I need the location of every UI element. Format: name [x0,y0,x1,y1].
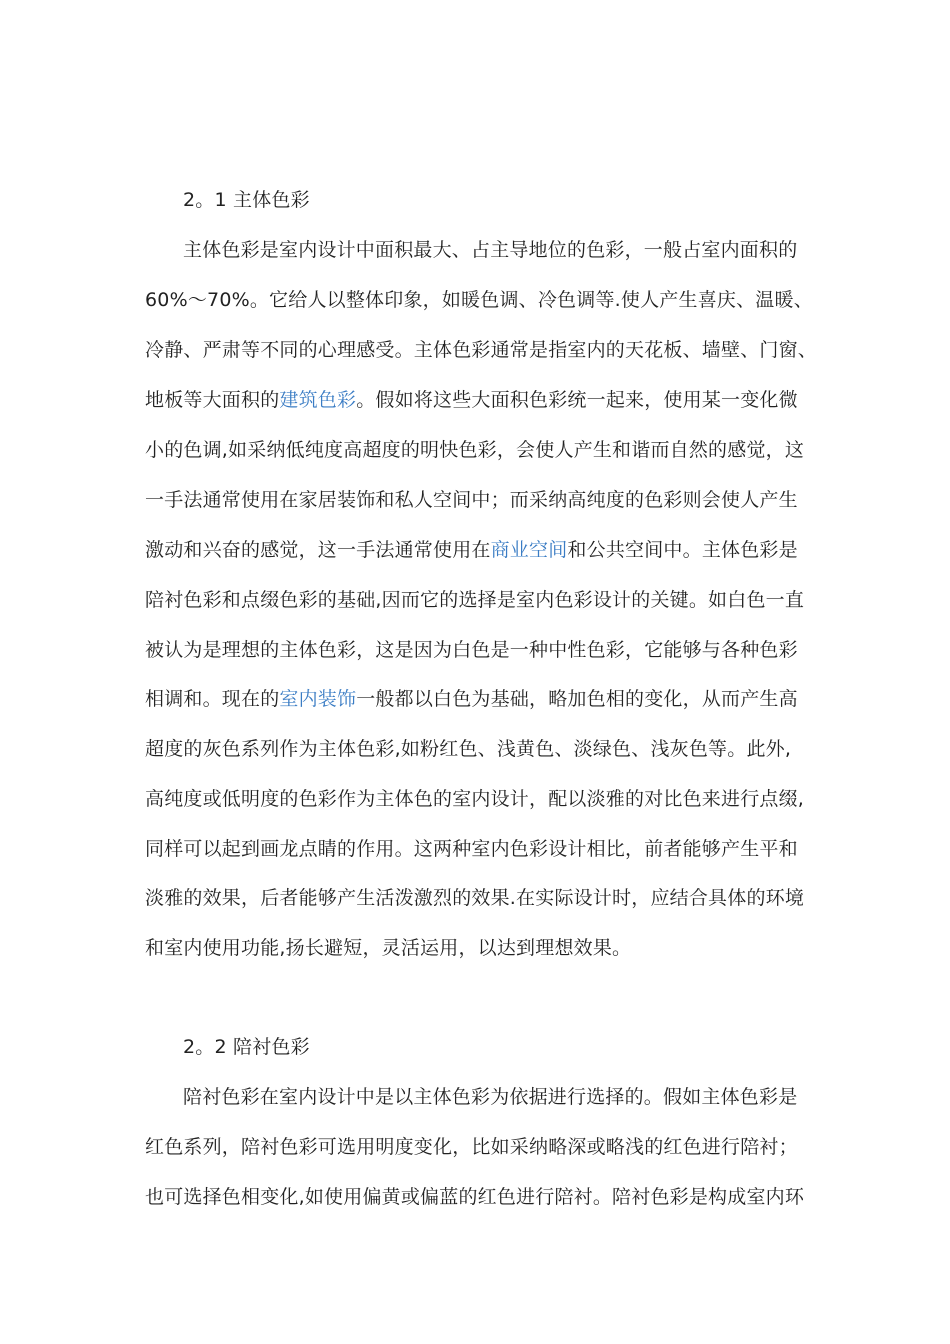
paragraph-line [145,686,798,712]
link-interior-decoration[interactable]: 室内装饰 [279,688,357,710]
paragraph-text: 地板等大面积的 [145,389,280,411]
paragraph-text: 激动和兴奋的感觉，这一手法通常使用在 [145,539,491,561]
paragraph-line: 和室内使用功能,扬长避短，灵活运用，以达到理想效果。 [145,937,632,959]
paragraph-line: 红色系列，陪衬色彩可选用明度变化，比如采纳略深或略浅的红色进行陪衬； [145,1136,798,1158]
section-heading-2-1: 2。1 主体色彩 [183,189,310,211]
paragraph-line: 主体色彩是室内设计中面积最大、占主导地位的色彩，一般占室内面积的 [183,239,798,261]
paragraph-line: 陪衬色彩在室内设计中是以主体色彩为依据进行选择的。假如主体色彩是 [183,1086,798,1108]
paragraph-line: 也可选择色相变化,如使用偏黄或偏蓝的红色进行陪衬。陪衬色彩是构成室内环 [145,1186,805,1208]
paragraph-line [145,387,798,413]
paragraph-text: 相调和。现在的 [145,688,280,710]
link-commercial-space[interactable]: 商业空间 [490,539,568,561]
paragraph-line: 超度的灰色系列作为主体色彩,如粉红色、浅黄色、淡绿色、浅灰色等。此外, [145,738,792,760]
paragraph-line: 同样可以起到画龙点睛的作用。这两种室内色彩设计相比，前者能够产生平和 [145,838,798,860]
paragraph-line: 陪衬色彩和点缀色彩的基础,因而它的选择是室内色彩设计的关键。如白色一直 [145,589,805,611]
paragraph-text: 。假如将这些大面积色彩统一起来，使用某一变化微 [356,389,798,411]
paragraph-line: 被认为是理想的主体色彩，这是因为白色是一种中性色彩，它能够与各种色彩 [145,639,798,661]
paragraph-line: 60%～70%。它给人以整体印象，如暖色调、冷色调等.使人产生喜庆、温暖、 [145,289,813,311]
paragraph-line: 淡雅的效果，后者能够产生活泼激烈的效果.在实际设计时，应结合具体的环境 [145,887,805,909]
link-architectural-color[interactable]: 建筑色彩 [279,389,357,411]
paragraph-line: 冷静、严肃等不同的心理感受。主体色彩通常是指室内的天花板、墙壁、门窗、 [145,339,818,361]
paragraph-text: 和公共空间中。主体色彩是 [567,539,798,561]
paragraph-line: 一手法通常使用在家居装饰和私人空间中；而采纳高纯度的色彩则会使人产生 [145,489,798,511]
paragraph-line: 小的色调,如采纳低纯度高超度的明快色彩，会使人产生和谐而自然的感觉，这 [145,439,805,461]
paragraph-text: 一般都以白色为基础，略加色相的变化，从而产生高 [356,688,798,710]
section-heading-2-2: 2。2 陪衬色彩 [183,1036,310,1058]
paragraph-line: 高纯度或低明度的色彩作为主体色的室内设计，配以淡雅的对比色来进行点缀, [145,788,805,810]
paragraph-line [145,537,798,563]
